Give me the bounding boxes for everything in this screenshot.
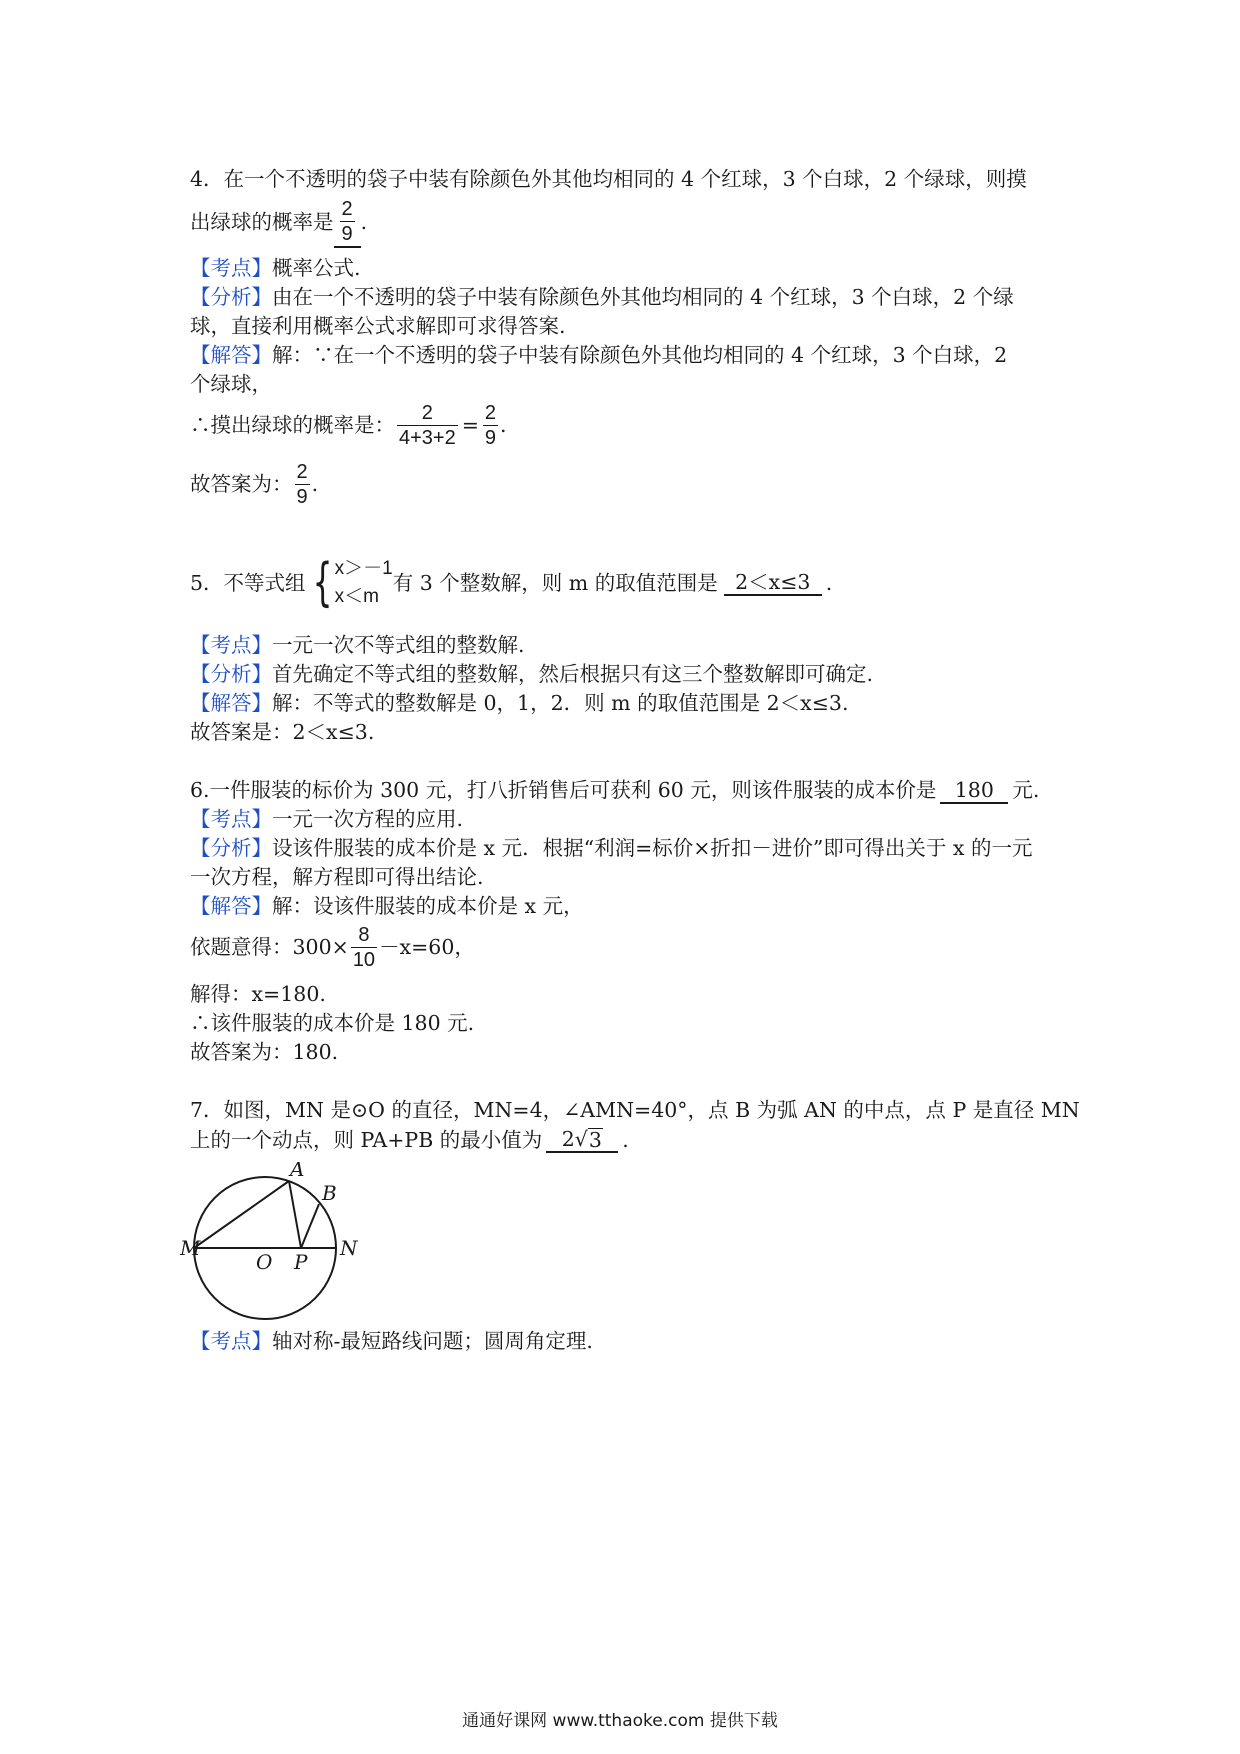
q6-solution: 解得：x=180. — [190, 982, 326, 1006]
q4-jieda-cont: 个绿球， — [190, 372, 272, 396]
q7-kaodian: 【考点】轴对称-最短路线问题；圆周角定理. — [190, 1329, 593, 1353]
q4-fenxi-cont: 球，直接利用概率公式求解即可求得答案. — [190, 314, 566, 338]
page-footer: 通通好课网 www.tthaoke.com 提供下载 — [462, 1711, 778, 1731]
q4-answer: $\frac{2}{9}$ — [334, 197, 361, 248]
label-b: B — [322, 1181, 337, 1205]
label-o: O — [256, 1250, 273, 1274]
label-n: N — [340, 1236, 358, 1260]
q4-kaodian: 【考点】概率公式. — [190, 256, 361, 280]
q6-fenxi: 【分析】设该件服装的成本价是 x 元．根据“利润=标价×折扣－进价”即可得出关于 x 的一元 — [190, 836, 1033, 860]
segment-pb — [301, 1204, 319, 1248]
q4-jieda: 【解答】解：∵在一个不透明的袋子中装有除颜色外其他均相同的 4 个红球，3 个白球，2 — [190, 343, 1008, 367]
q7-line2: 上的一个动点，则 PA+PB 的最小值为 2 √ 3 . — [190, 1127, 629, 1152]
q7-answer: 2 √ 3 — [546, 1127, 618, 1153]
q4-calc: ∴摸出绿球的概率是： $\frac{2}{4+3+2}$ = $\frac{2}{9}$ . — [190, 401, 507, 449]
q6-conclusion: ∴该件服装的成本价是 180 元. — [190, 1011, 475, 1035]
q7-line1: 7．如图，MN 是⊙O 的直径，MN=4，∠AMN=40°，点 B 为弧 AN 的中点，点 P 是直径 MN — [190, 1098, 1080, 1122]
q5-final: 故答案是：2＜x≤3. — [190, 720, 375, 744]
q6-question: 6.一件服装的标价为 300 元，打八折销售后可获利 60 元，则该件服装的成本价是 180 元. — [190, 778, 1040, 802]
q6-answer: 180 — [940, 778, 1008, 804]
q4-line1: 4．在一个不透明的袋子中装有除颜色外其他均相同的 4 个红球，3 个白球，2 个绿球，则摸 — [190, 167, 1027, 191]
q5-fenxi: 【分析】首先确定不等式组的整数解，然后根据只有这三个整数解即可确定. — [190, 662, 874, 686]
q6-final: 故答案为：180. — [190, 1040, 339, 1064]
document-page — [180, 0, 1080, 1754]
q5-inequality-system: { x＞－1 x＜m — [312, 553, 393, 613]
segment-ma — [194, 1181, 289, 1248]
q6-jieda: 【解答】解：设该件服装的成本价是 x 元， — [190, 894, 584, 918]
q6-fenxi-cont: 一次方程，解方程即可得出结论. — [190, 865, 484, 889]
q4-calc-result: $\frac{2}{9}$ — [484, 401, 497, 449]
q4-final: 故答案为： $\frac{2}{9}$ . — [190, 460, 319, 508]
q5-kaodian: 【考点】一元一次不等式组的整数解. — [190, 633, 525, 657]
segment-ap — [289, 1181, 301, 1248]
q5-jieda: 【解答】解：不等式的整数解是 0，1，2．则 m 的取值范围是 2＜x≤3. — [190, 691, 849, 715]
q6-equation: 依题意得：300× $\frac{8}{10}$ －x=60， — [190, 923, 475, 971]
label-a: A — [290, 1162, 305, 1181]
q4-line2: 出绿球的概率是 $\frac{2}{9}$ . — [190, 198, 367, 246]
q4-fenxi: 【分析】由在一个不透明的袋子中装有除颜色外其他均相同的 4 个红球，3 个白球，2 个绿 — [190, 285, 1014, 309]
label-m: M — [180, 1236, 201, 1260]
q5-question: 5．不等式组 { x＞－1 x＜m 有 3 个整数解，则 m 的取值范围是 2＜x≤3 . — [190, 553, 833, 613]
q6-kaodian: 【考点】一元一次方程的应用. — [190, 807, 464, 831]
label-p: P — [294, 1250, 308, 1274]
q4-calc-fraction: $\frac{2}{4+3+2}$ — [399, 401, 456, 449]
q7-circle-figure — [180, 1162, 380, 1322]
q5-answer: 2＜x≤3 — [724, 570, 822, 596]
